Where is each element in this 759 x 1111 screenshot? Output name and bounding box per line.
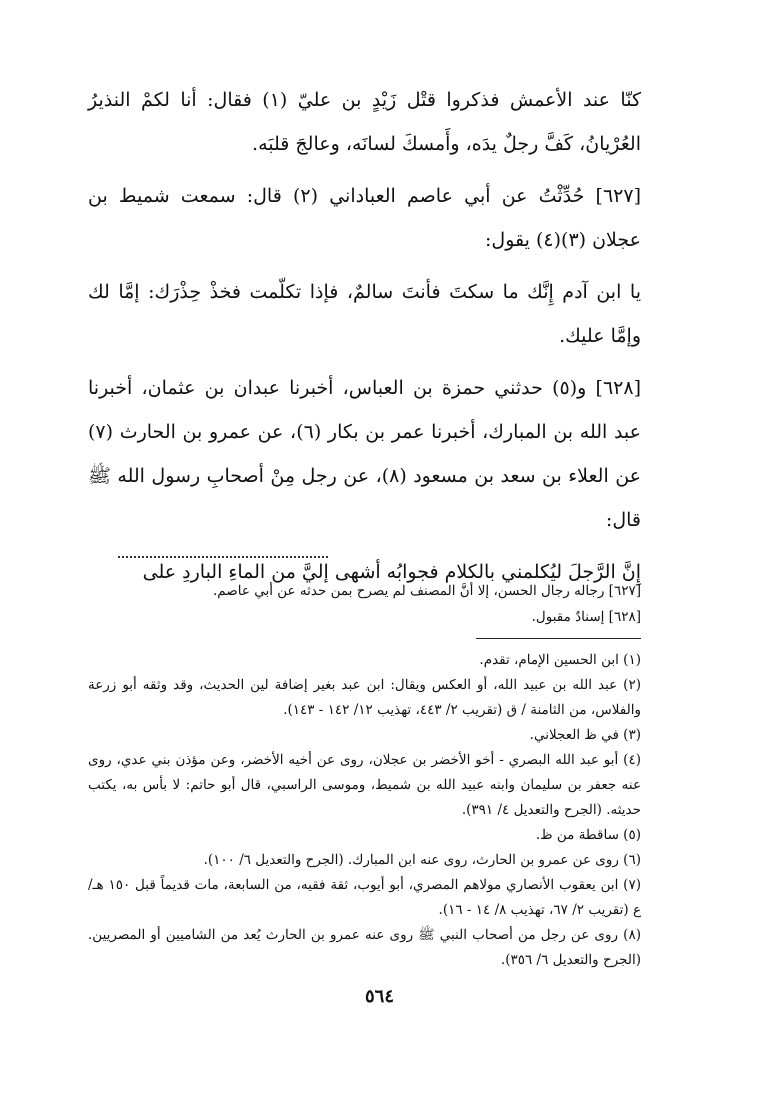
footnote-3: (٣) في ظ العجلاني. bbox=[529, 727, 641, 743]
footnote-1: (١) ابن الحسين الإمام، تقدم. bbox=[479, 652, 641, 668]
paragraph-5: إِنَّ الرَّجلَ ليُكلمني بالكلام فجوابُه أشهى إليَّ من الماءِ الباردِ على bbox=[142, 561, 641, 583]
footnotes bbox=[88, 648, 641, 973]
grading-note-628: [٦٢٨] إسنادٌ مقبول. bbox=[531, 609, 641, 625]
paragraph-4-hadith-628: [٦٢٨] و(٥) حدثني حمزة بن العباس، أخبرنا عبدان بن عثمان، أخبرنا عبد الله بن المبارك، أخبرنا عمر بن بكار (٦)، عن عمرو بن الحارث (٧) عن العلاء بن سعد بن مسعود (٨)، عن رجل مِنْ أصحابِ رسول الله ﷺ قال: bbox=[88, 377, 642, 531]
footnote-8: (٨) روى عن رجل من أصحاب النبي ﷺ روى عنه عمرو بن الحارث يُعد من الشاميين أو المصريين. (الجرح والتعديل ٦/ ٣٥٦). bbox=[88, 927, 641, 968]
main-text bbox=[88, 78, 641, 594]
grading-note-627: [٦٢٧] رجاله رجال الحسن، إلا أنَّ المصنف لم يصرح بمن حدثه عن أبي عاصم. bbox=[213, 583, 641, 599]
grading-notes bbox=[88, 578, 641, 630]
paragraph-1: كنّا عند الأعمش فذكروا قتْل زَيْدٍ بن عليّ (١) فقال: أنا لكمْ النذيرُ العُرْيانُ، كَفَّ رجلٌ يدَه، وأَمسكَ لسانَه، وعالجَ قلبَه. bbox=[88, 89, 641, 155]
footnote-2: (٢) عبد الله بن عبيد الله، أو العكس ويقال: ابن عبد بغير إضافة لين الحديث، وقد وثقه أبو زرعة والفلاس، من الثامنة / ق (تقريب ٢/ ٤٤٣، تهذيب ١٢/ ١٤٢ - ١٤٣). bbox=[88, 677, 641, 718]
paragraph-2-hadith-627: [٦٢٧] حُدِّثْتُ عن أبي عاصم العباداني (٢) قال: سمعت شميط بن عجلان (٣)(٤) يقول: bbox=[88, 185, 641, 251]
footnote-5: (٥) ساقطة من ظ. bbox=[535, 827, 641, 843]
paragraph-3: يا ابن آدم إِنَّك ما سكتَ فأنتَ سالمٌ، فإذا تكلّمت فخذْ حِذْرَك: إمَّا لك وإمَّا عليك. bbox=[88, 281, 641, 347]
footnote-4: (٤) أبو عبد الله البصري - أخو الأخضر بن عجلان، روى عن أخيه الأخضر، وعن مؤذن بني عدي، روى عنه جعفر بن سليمان وابنه عبيد الله بن شميط، وموسى الراسبي، قال أبو حاتم: لا بأس به، يكتب حديثه. (الجرح والتعديل ٤/ ٣٩١). bbox=[88, 752, 641, 818]
footnote-6: (٦) روى عن عمرو بن الحارث، روى عنه ابن المبارك. (الجرح والتعديل ٦/ ١٠٠). bbox=[203, 852, 641, 868]
dotted-separator bbox=[118, 556, 328, 558]
footnote-7: (٧) ابن يعقوب الأنصاري مولاهم المصري، أبو أيوب، ثقة فقيه، من السابعة، مات قديماً قبل ١٥٠ هـ/ ع (تقريب ٢/ ٦٧، تهذيب ٨/ ١٤ - ١٦). bbox=[88, 877, 641, 918]
footnote-rule bbox=[476, 638, 641, 639]
page-number: ٥٦٤ bbox=[364, 986, 394, 1007]
